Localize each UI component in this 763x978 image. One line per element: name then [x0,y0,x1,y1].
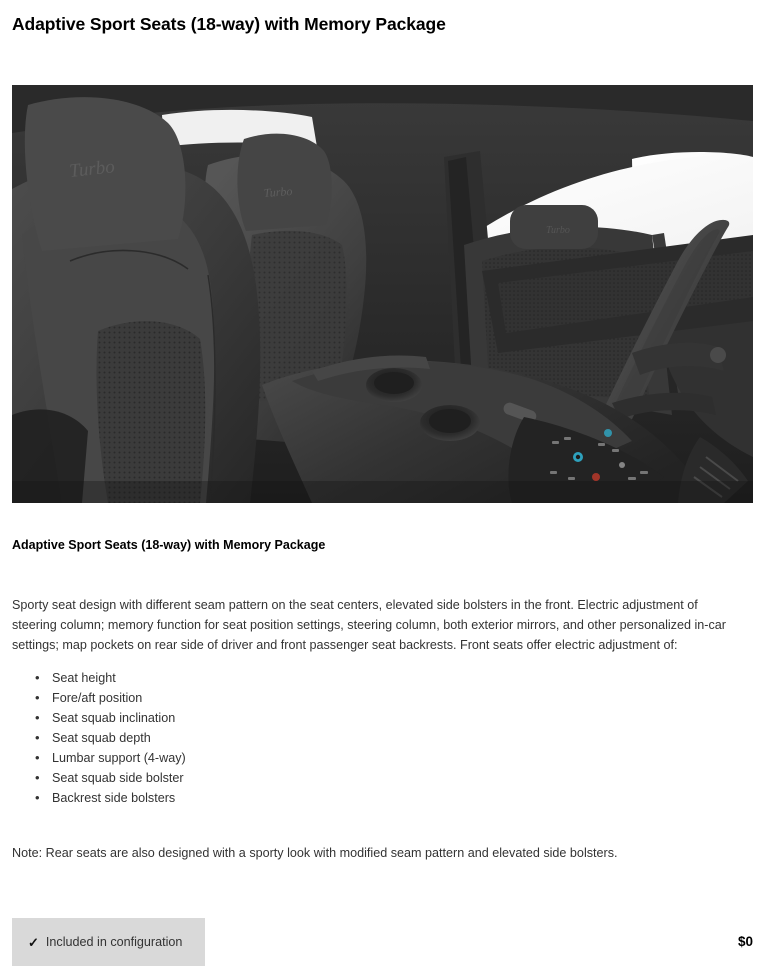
list-item: • Lumbar support (4-way) [52,748,552,768]
list-item: • Seat squab depth [52,728,552,748]
option-note: Note: Rear seats are also designed with a sporty look with modified seam pattern and elevated side bolsters. [12,846,618,860]
list-item: • Seat squab inclination [52,708,552,728]
hero-image [12,85,753,503]
svg-text:Turbo: Turbo [68,156,116,182]
list-item: • Fore/aft position [52,688,552,708]
check-icon: ✓ [28,934,39,950]
feature-list [12,668,552,808]
option-description: Sporty seat design with different seam pattern on the seat centers, elevated side bolsters in the front. Electric adjustment of steering column; memory function for seat position settings, steering column, both exterior mirrors, and other personalized in-car settings; map pockets on rear side of driver and front passenger seat backrests. Front seats offer electric adjustment of: [12,598,726,652]
option-price: $0 [737,934,753,949]
svg-text:Turbo: Turbo [546,225,570,236]
list-item: • Backrest side bolsters [52,788,552,808]
car-interior-photo [12,85,753,503]
svg-text:Turbo: Turbo [263,184,293,200]
list-item: • Seat squab side bolster [52,768,552,788]
option-subtitle: Adaptive Sport Seats (18-way) with Memory Package [12,538,326,552]
status-badge-label: Included in configuration [45,934,183,949]
status-badge[interactable] [12,918,205,966]
list-item: • Seat height [52,668,552,688]
page-title: Adaptive Sport Seats (18-way) with Memory Package [12,14,446,34]
